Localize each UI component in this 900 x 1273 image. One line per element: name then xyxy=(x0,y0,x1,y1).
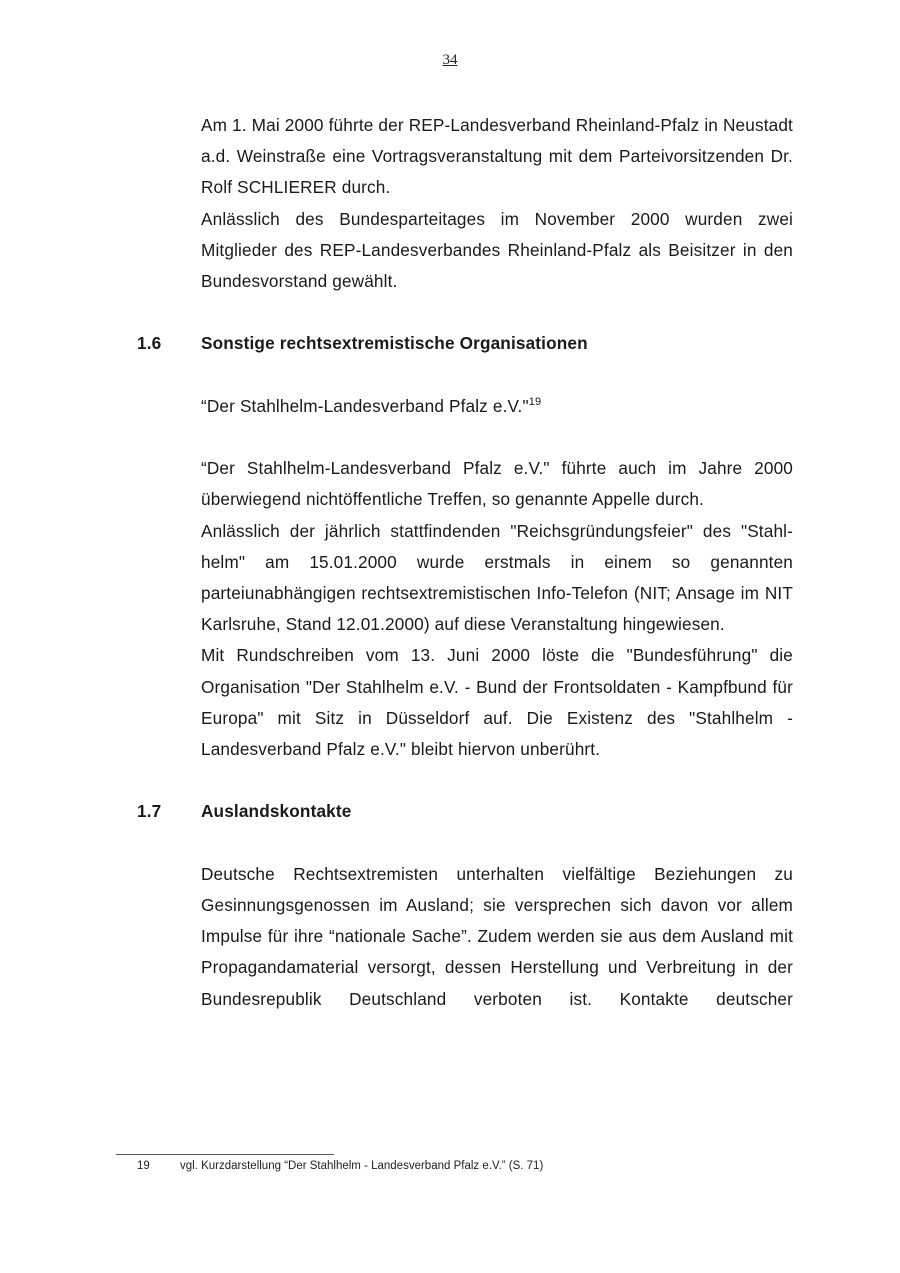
main-text xyxy=(137,110,793,1015)
section-heading-1-6 xyxy=(137,328,793,359)
section-heading-1-7 xyxy=(137,796,793,827)
intro-paragraph-2: Anlässlich des Bundesparteitages im November 2000 wurden zwei Mitglieder des REP-Landesverbandes Rheinland-Pfalz als Beisitzer in den Bundesvorstand gewählt. xyxy=(201,208,793,292)
page-number xyxy=(0,52,900,69)
section-title: Auslandskontakte xyxy=(201,801,352,822)
section-number: 1.7 xyxy=(137,801,162,822)
subtitle-text: “Der Stahlhelm-Landesverband Pfalz e.V." xyxy=(201,395,529,416)
intro-paragraph-1: Am 1. Mai 2000 führte der REP-Landesverband Rheinland-Pfalz in Neustadt a.d. Weinstraße eine Vortragsveranstaltung mit dem Parteivorsitzenden Dr. Rolf SCHLIERER durch. xyxy=(201,115,793,198)
section-title: Sonstige rechtsextremistische Organisationen xyxy=(201,333,588,354)
section-1-6-paragraph-2: Anlässlich der jährlich stattfindenden "Reichsgründungsfeier" des "Stahl-helm" am 15.01.2000 wurde erstmals in einem so genannten parteiunabhängigen rechtsextremistischen Info-Telefon (NIT; Ansage im NIT Karlsruhe, Stand 12.01.2000) auf diese Veranstaltung hingewiesen. xyxy=(201,520,793,635)
footnote-number: 19 xyxy=(137,1160,150,1172)
footnote-separator xyxy=(116,1154,334,1155)
section-1-7-paragraph-1: Deutsche Rechtsextremisten unterhalten vielfältige Beziehungen zu Gesinnungsgenossen im Ausland; sie versprechen sich davon vor allem Impulse für ihre “nationale Sache”. Zudem werden sie aus dem Ausland mit Propagandamaterial versorgt, dessen Herstellung und Verbreitung in der Bundesrepublik Deutschland verboten ist. Kontakte deutscher xyxy=(201,863,793,1009)
footnote-19 xyxy=(116,1158,816,1174)
section-number: 1.6 xyxy=(137,333,162,354)
section-1-6-paragraph-1: “Der Stahlhelm-Landesverband Pfalz e.V." führte auch im Jahre 2000 überwiegend nichtöffentliche Treffen, so genannte Appelle durch. xyxy=(201,458,793,510)
section-1-6-paragraph-3: Mit Rundschreiben vom 13. Juni 2000 löste die "Bundesführung" die Organisation "Der Stahlhelm e.V. - Bund der Frontsoldaten - Kampfbund für Europa" mit Sitz in Düsseldorf auf. Die Existenz des "Stahlhelm - Landesverband Pfalz e.V." bleibt hiervon unberührt. xyxy=(201,645,793,760)
footnote-text: vgl. Kurzdarstellung “Der Stahlhelm - Landesverband Pfalz e.V.” (S. 71) xyxy=(180,1160,544,1172)
organisation-subtitle xyxy=(201,391,793,422)
footnote-reference[interactable]: 19 xyxy=(528,395,542,408)
page-number-value: 34 xyxy=(442,52,458,68)
